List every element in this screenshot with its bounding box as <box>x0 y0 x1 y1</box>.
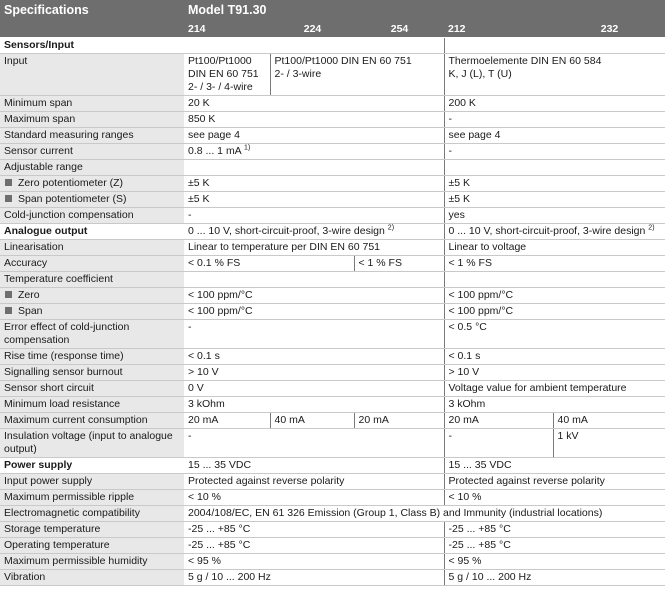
table-row: Maximum span 850 K - <box>0 112 665 128</box>
model-title: Model T91.30 <box>184 0 665 21</box>
bullet-icon <box>5 291 12 298</box>
table-row: Temperature coefficient <box>0 272 665 288</box>
table-row: Minimum load resistance 3 kOhm 3 kOhm <box>0 397 665 413</box>
table-row: Cold-junction compensation - yes <box>0 208 665 224</box>
input-224-254: Pt100/Pt1000 DIN EN 60 751 2- / 3-wire <box>270 54 444 96</box>
table-row: Sensor current 0.8 ... 1 mA $^{1)}$ - <box>0 144 665 160</box>
row-label: Input <box>0 54 184 96</box>
table-row: Sensor short circuit 0 V Voltage value for ambient temperature <box>0 381 665 397</box>
variant-214: 214 <box>184 21 270 38</box>
table-row: Minimum span 20 K 200 K <box>0 96 665 112</box>
section-power-supply: Power supply 15 ... 35 VDC 15 ... 35 VDC <box>0 458 665 474</box>
table-row <box>0 54 665 96</box>
table-row: Maximum permissible humidity < 95 % < 95 % <box>0 554 665 570</box>
table-row: Storage temperature -25 ... +85 °C -25 ... +85 °C <box>0 522 665 538</box>
table-row: Maximum permissible ripple < 10 % < 10 % <box>0 490 665 506</box>
footnote-2: 2) <box>648 224 655 232</box>
variant-header-row <box>0 21 665 38</box>
table-row: Standard measuring ranges see page 4 see page 4 <box>0 128 665 144</box>
bullet-icon <box>5 195 12 202</box>
variant-224: 224 <box>270 21 354 38</box>
table-row: Rise time (response time) < 0.1 s < 0.1 s <box>0 349 665 365</box>
table-row: Adjustable range <box>0 160 665 176</box>
section-sensors-input: Sensors/Input <box>0 38 665 54</box>
table-title: Specifications <box>0 0 184 21</box>
table-row: Operating temperature -25 ... +85 °C -25 ... +85 °C <box>0 538 665 554</box>
variant-232: 232 <box>553 21 665 38</box>
table-row: Span potentiometer (S) ±5 K ±5 K <box>0 192 665 208</box>
variant-254: 254 <box>354 21 444 38</box>
table-row: Input power supply Protected against reverse polarity Protected against reverse polarity <box>0 474 665 490</box>
input-214: Pt100/Pt1000 DIN EN 60 751 2- / 3- / 4-wire <box>184 54 270 96</box>
section-analogue-output: Analogue output 0 ... 10 V, short-circuit-proof, 3-wire design $^{2)}$ 0 ... 10 V, short-circuit-proof, 3-wire design $^{2)}$ <box>0 224 665 240</box>
table-row: Accuracy < 0.1 % FS < 1 % FS < 1 % FS <box>0 256 665 272</box>
table-row: Electromagnetic compatibility 2004/108/EC, EN 61 326 Emission (Group 1, Class B) and Immunity (industrial locations) <box>0 506 665 522</box>
variant-212: 212 <box>444 21 553 38</box>
table-row: Vibration 5 g / 10 ... 200 Hz 5 g / 10 ... 200 Hz <box>0 570 665 586</box>
input-212-232: Thermoelemente DIN EN 60 584 K, J (L), T (U) <box>444 54 665 96</box>
bullet-icon <box>5 307 12 314</box>
table-row: Zero < 100 ppm/°C < 100 ppm/°C <box>0 288 665 304</box>
header-row <box>0 0 665 21</box>
table-row: Maximum current consumption 20 mA 40 mA 20 mA 20 mA 40 mA <box>0 413 665 429</box>
table-row: Span < 100 ppm/°C < 100 ppm/°C <box>0 304 665 320</box>
table-row: Signalling sensor burnout > 10 V > 10 V <box>0 365 665 381</box>
table-row: Error effect of cold-junction compensation - < 0.5 °C <box>0 320 665 349</box>
bullet-icon <box>5 179 12 186</box>
table-row: Linearisation Linear to temperature per DIN EN 60 751 Linear to voltage <box>0 240 665 256</box>
variant-header-blank <box>0 21 184 38</box>
footnote-2: 2) <box>387 224 395 232</box>
footnote-1: 1) <box>244 144 251 152</box>
table-row: Insulation voltage (input to analogue output) - - 1 kV <box>0 429 665 458</box>
table-row: Zero potentiometer (Z) ±5 K ±5 K <box>0 176 665 192</box>
